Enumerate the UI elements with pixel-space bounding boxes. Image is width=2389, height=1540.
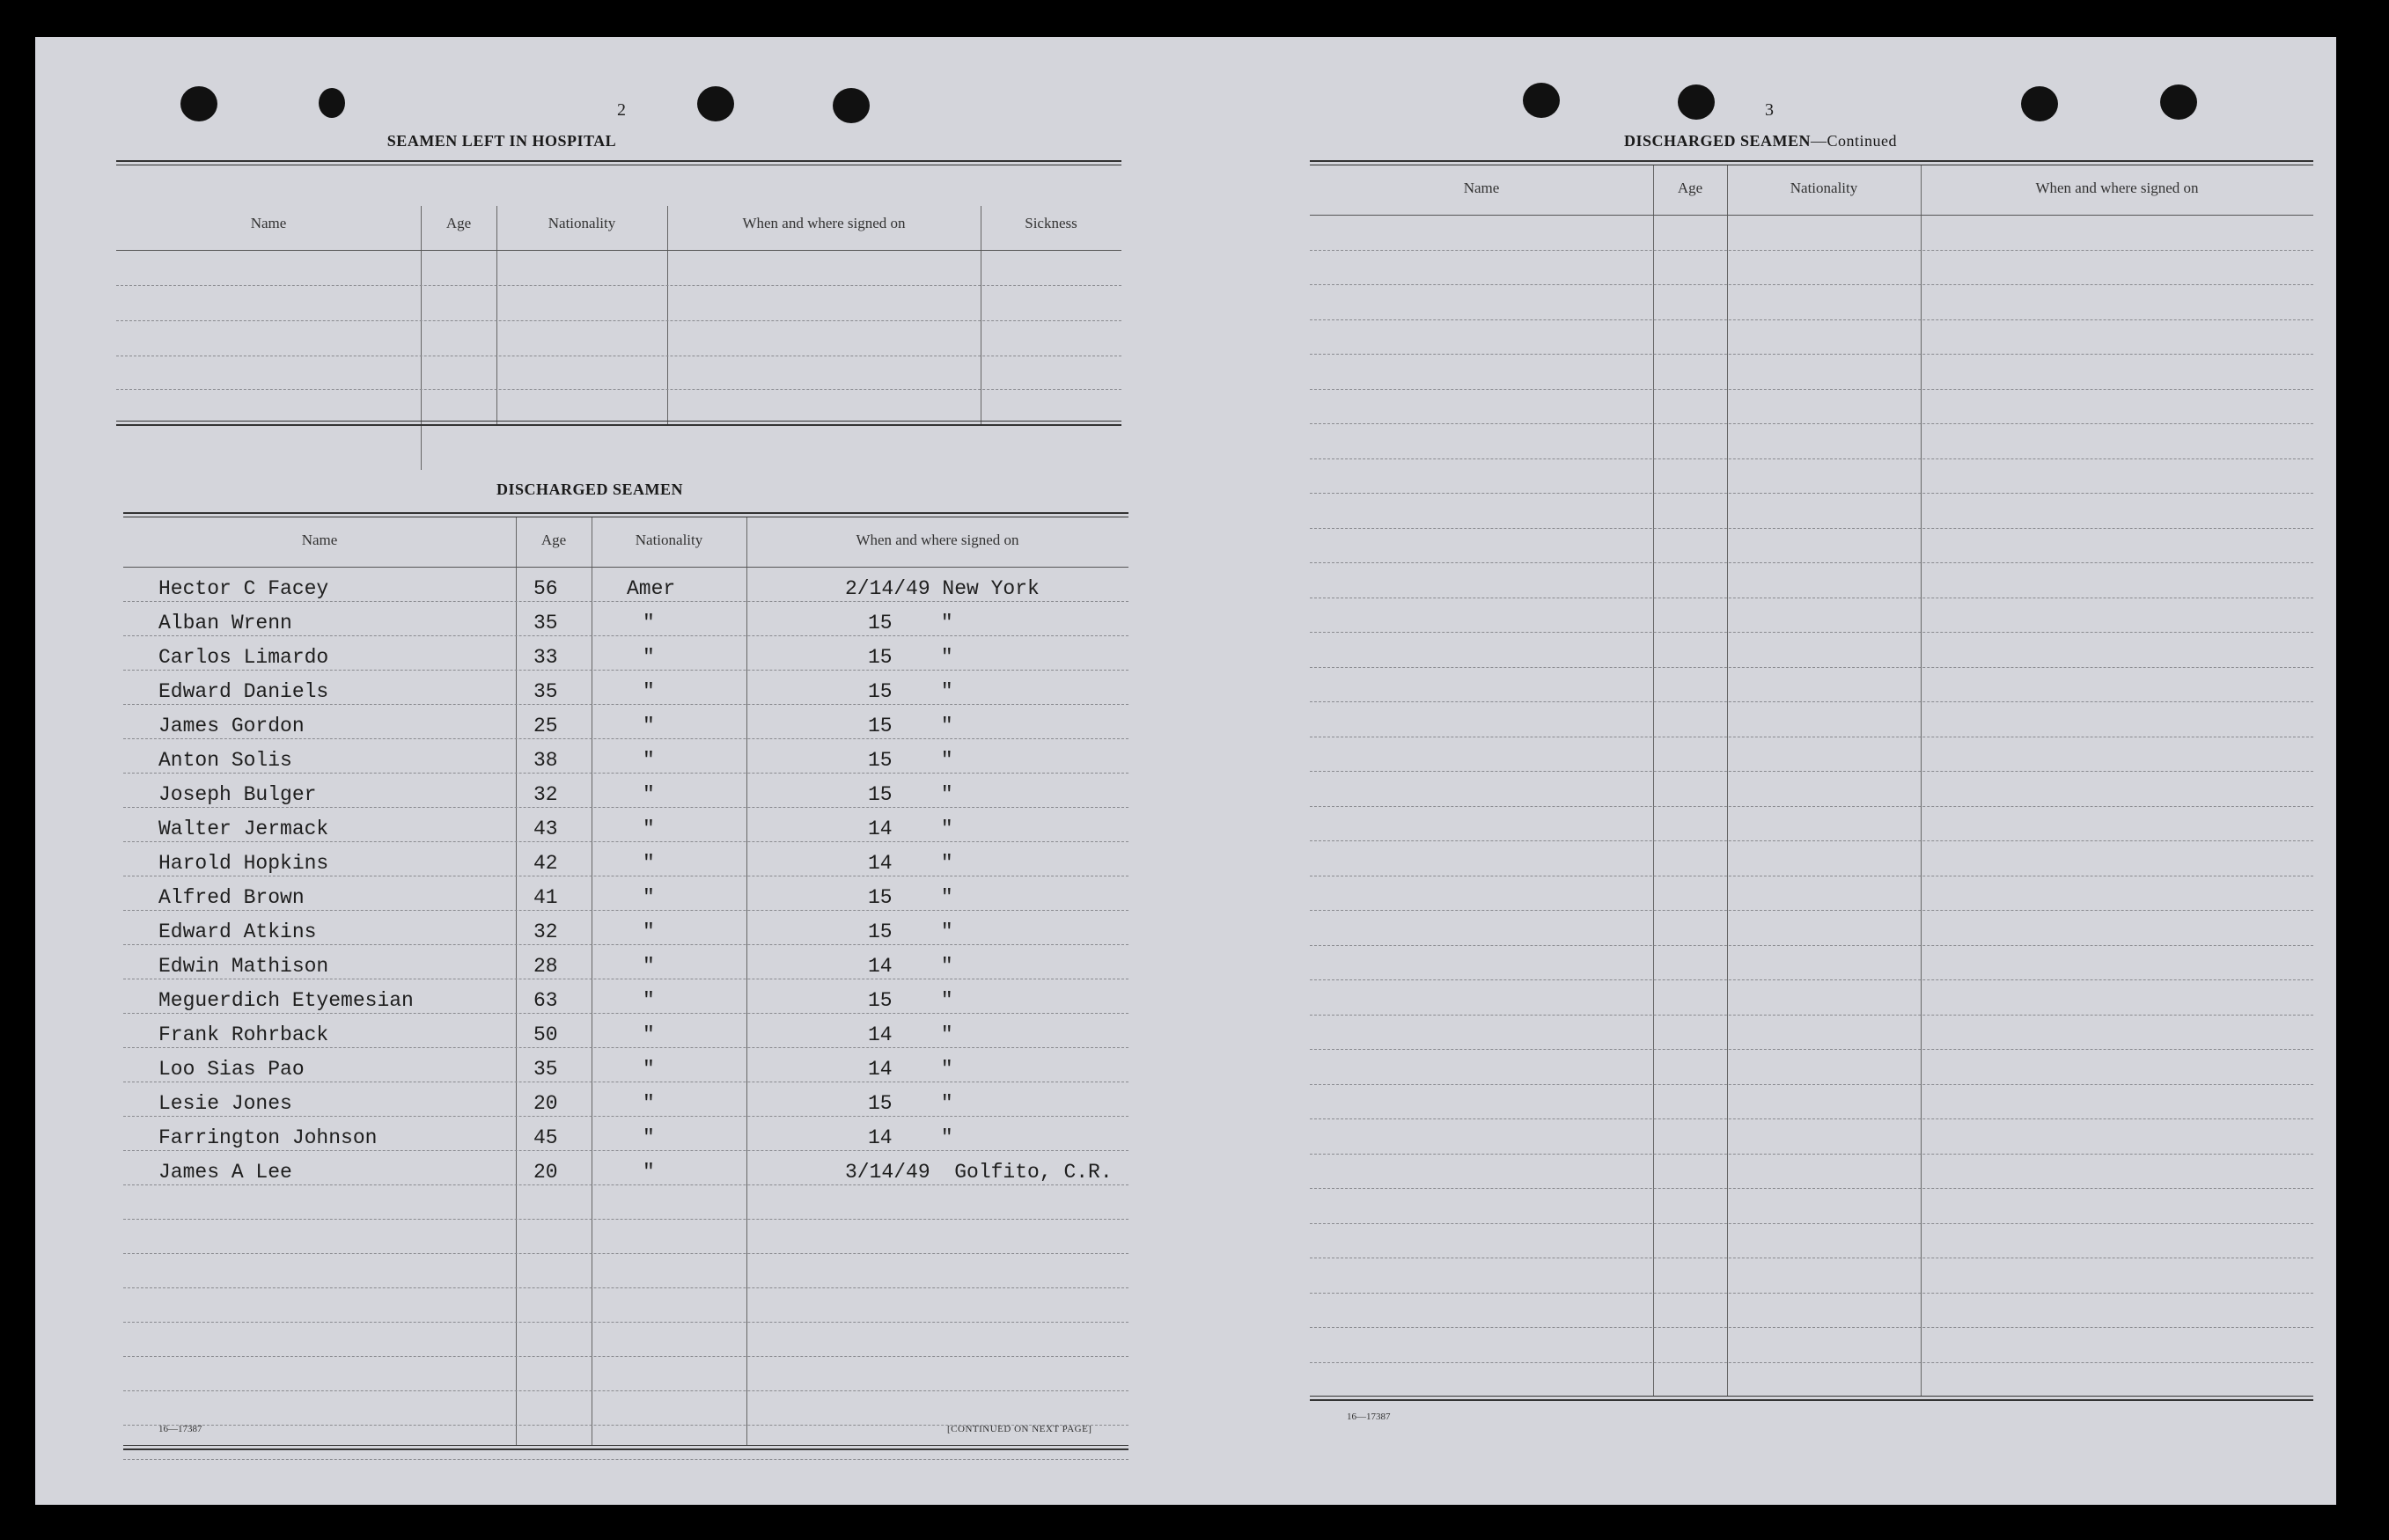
table-row xyxy=(123,884,1128,919)
table-rule xyxy=(123,512,1128,514)
cell-name: Farrington Johnson xyxy=(158,1126,378,1149)
cell-name: Walter Jermack xyxy=(158,818,329,840)
hospital-section-title: SEAMEN LEFT IN HOSPITAL xyxy=(386,132,617,150)
punch-hole xyxy=(319,88,345,118)
table-row xyxy=(123,953,1128,987)
cell-signed-on: 14 " xyxy=(868,1058,953,1081)
cell-nationality: " xyxy=(643,749,655,772)
right-title-main: DISCHARGED SEAMEN xyxy=(1623,132,1812,150)
header-signed: When and where signed on xyxy=(742,215,906,231)
cell-name: Loo Sias Pao xyxy=(158,1058,305,1081)
row-line xyxy=(1310,528,2313,529)
table-rule xyxy=(1310,160,2313,162)
cell-age: 33 xyxy=(533,646,558,669)
column-divider xyxy=(1653,165,1654,1396)
table-row xyxy=(123,816,1128,850)
cell-signed-on: 2/14/49 New York xyxy=(845,577,1040,600)
row-line xyxy=(1310,979,2313,980)
header-name: Name xyxy=(1463,180,1500,196)
cell-nationality: " xyxy=(643,612,655,634)
header-sickness: Sickness xyxy=(1025,215,1077,231)
cell-age: 41 xyxy=(533,886,558,909)
cell-nationality: " xyxy=(643,1023,655,1046)
cell-signed-on: 14 " xyxy=(868,955,953,978)
cell-nationality: " xyxy=(643,886,655,909)
cell-nationality: " xyxy=(643,1058,655,1081)
row-line xyxy=(123,1219,1128,1220)
header-nationality: Nationality xyxy=(635,532,703,548)
cell-nationality: " xyxy=(643,646,655,669)
cell-signed-on: 15 " xyxy=(868,886,953,909)
cell-signed-on: 15 " xyxy=(868,646,953,669)
cell-signed-on: 15 " xyxy=(868,715,953,737)
hospital-table xyxy=(116,160,1121,424)
cell-name: James Gordon xyxy=(158,715,305,737)
cell-name: Harold Hopkins xyxy=(158,852,329,875)
table-rule xyxy=(1310,1399,2313,1401)
cell-name: Edward Daniels xyxy=(158,680,329,703)
cell-nationality: " xyxy=(643,1126,655,1149)
row-line xyxy=(1310,319,2313,320)
page-number: 3 xyxy=(1765,100,1774,120)
cell-signed-on: 14 " xyxy=(868,1126,953,1149)
page-number: 2 xyxy=(617,100,626,120)
cell-nationality: " xyxy=(643,852,655,875)
right-section-title xyxy=(1567,132,1954,150)
cell-nationality: " xyxy=(643,989,655,1012)
row-line xyxy=(1310,1118,2313,1119)
cell-age: 63 xyxy=(533,989,558,1012)
row-line xyxy=(1310,458,2313,459)
cell-signed-on: 15 " xyxy=(868,989,953,1012)
row-line xyxy=(1310,250,2313,251)
header-name: Name xyxy=(301,532,338,548)
document-sheet xyxy=(35,37,2336,1505)
cell-nationality: " xyxy=(643,1092,655,1115)
header-age: Age xyxy=(540,532,567,548)
row-line xyxy=(123,1459,1128,1460)
header-name: Name xyxy=(250,215,287,231)
row-line xyxy=(1310,1188,2313,1189)
cell-signed-on: 15 " xyxy=(868,680,953,703)
row-line xyxy=(123,1322,1128,1323)
table-row xyxy=(123,610,1128,644)
cell-age: 32 xyxy=(533,783,558,806)
row-line xyxy=(1310,945,2313,946)
table-row xyxy=(123,713,1128,747)
row-line xyxy=(1310,1049,2313,1050)
row-line xyxy=(1310,284,2313,285)
right-title-continued: —Continued xyxy=(1811,132,1898,150)
row-line xyxy=(116,389,1121,390)
row-line xyxy=(123,1253,1128,1254)
header-nationality: Nationality xyxy=(548,215,616,231)
row-line xyxy=(116,250,1121,251)
cell-name: Anton Solis xyxy=(158,749,292,772)
continued-table xyxy=(1310,160,2313,1401)
table-row xyxy=(123,1159,1128,1193)
punch-hole xyxy=(180,86,217,121)
cell-age: 38 xyxy=(533,749,558,772)
table-rule xyxy=(123,1448,1128,1450)
cell-signed-on: 15 " xyxy=(868,1092,953,1115)
cell-age: 43 xyxy=(533,818,558,840)
row-line xyxy=(123,1287,1128,1288)
row-line xyxy=(1310,840,2313,841)
table-row xyxy=(123,1022,1128,1056)
table-row xyxy=(123,1090,1128,1125)
header-bottom-line xyxy=(123,567,1128,568)
cell-nationality: " xyxy=(643,715,655,737)
cell-age: 28 xyxy=(533,955,558,978)
cell-nationality: " xyxy=(643,1161,655,1184)
cell-signed-on: 15 " xyxy=(868,612,953,634)
row-line xyxy=(1310,354,2313,355)
column-divider xyxy=(1727,165,1728,1396)
cell-signed-on: 14 " xyxy=(868,818,953,840)
row-line xyxy=(1310,562,2313,563)
row-line xyxy=(1310,493,2313,494)
left-page xyxy=(35,37,1180,1505)
cell-nationality: " xyxy=(643,680,655,703)
punch-hole xyxy=(2021,86,2058,121)
form-code: 16—17387 xyxy=(1347,1412,1391,1422)
header-nationality: Nationality xyxy=(1790,180,1858,196)
column-divider xyxy=(1921,165,1922,1396)
header-age: Age xyxy=(1677,180,1703,196)
row-line xyxy=(1310,771,2313,772)
right-page xyxy=(1232,37,2336,1505)
table-rule xyxy=(1310,1396,2313,1397)
table-row xyxy=(123,644,1128,678)
table-row xyxy=(123,1056,1128,1090)
punch-hole xyxy=(2160,84,2197,120)
table-row xyxy=(123,747,1128,781)
row-line xyxy=(1310,1084,2313,1085)
cell-name: Lesie Jones xyxy=(158,1092,292,1115)
cell-name: Carlos Limardo xyxy=(158,646,329,669)
row-line xyxy=(1310,1015,2313,1016)
punch-hole xyxy=(833,88,870,123)
header-signed: When and where signed on xyxy=(856,532,1019,548)
table-rule xyxy=(123,1445,1128,1446)
cell-name: Hector C Facey xyxy=(158,577,329,600)
punch-hole xyxy=(1678,84,1715,120)
cell-name: Meguerdich Etyemesian xyxy=(158,989,414,1012)
row-line xyxy=(1310,389,2313,390)
row-line xyxy=(1310,1362,2313,1363)
cell-age: 20 xyxy=(533,1161,558,1184)
cell-age: 20 xyxy=(533,1092,558,1115)
cell-signed-on: 3/14/49 Golfito, C.R. xyxy=(845,1161,1113,1184)
cell-age: 32 xyxy=(533,920,558,943)
continued-note: [CONTINUED ON NEXT PAGE] xyxy=(947,1424,1092,1434)
row-line xyxy=(1310,1327,2313,1328)
row-line xyxy=(1310,806,2313,807)
cell-nationality: " xyxy=(643,920,655,943)
table-rule xyxy=(116,421,1121,422)
cell-signed-on: 14 " xyxy=(868,852,953,875)
table-row xyxy=(123,781,1128,816)
discharged-table xyxy=(123,512,1128,1450)
table-row xyxy=(123,919,1128,953)
punch-hole xyxy=(1523,83,1560,118)
cell-name: Edwin Mathison xyxy=(158,955,329,978)
table-row xyxy=(123,1125,1128,1159)
cell-nationality: " xyxy=(643,955,655,978)
cell-age: 35 xyxy=(533,1058,558,1081)
form-code: 16—17387 xyxy=(158,1424,202,1434)
cell-nationality: Amer xyxy=(627,577,676,600)
cell-age: 35 xyxy=(533,680,558,703)
table-row xyxy=(123,987,1128,1022)
cell-nationality: " xyxy=(643,818,655,840)
row-line xyxy=(1310,632,2313,633)
cell-signed-on: 14 " xyxy=(868,1023,953,1046)
table-rule xyxy=(116,424,1121,426)
cell-signed-on: 15 " xyxy=(868,783,953,806)
cell-age: 25 xyxy=(533,715,558,737)
row-line xyxy=(1310,423,2313,424)
header-bottom-line xyxy=(1310,215,2313,216)
cell-name: Edward Atkins xyxy=(158,920,317,943)
cell-signed-on: 15 " xyxy=(868,920,953,943)
discharged-section-title: DISCHARGED SEAMEN xyxy=(496,480,684,498)
cell-name: James A Lee xyxy=(158,1161,292,1184)
cell-age: 50 xyxy=(533,1023,558,1046)
row-line xyxy=(116,320,1121,321)
table-row xyxy=(123,678,1128,713)
row-line xyxy=(123,1356,1128,1357)
cell-name: Frank Rohrback xyxy=(158,1023,329,1046)
row-line xyxy=(1310,1223,2313,1224)
row-line xyxy=(1310,667,2313,668)
cell-name: Alban Wrenn xyxy=(158,612,292,634)
cell-name: Joseph Bulger xyxy=(158,783,317,806)
row-line xyxy=(1310,1154,2313,1155)
cell-age: 45 xyxy=(533,1126,558,1149)
cell-age: 56 xyxy=(533,577,558,600)
header-age: Age xyxy=(445,215,472,231)
row-line xyxy=(123,1390,1128,1391)
cell-name: Alfred Brown xyxy=(158,886,305,909)
row-line xyxy=(1310,701,2313,702)
row-line xyxy=(116,285,1121,286)
punch-hole xyxy=(697,86,734,121)
cell-signed-on: 15 " xyxy=(868,749,953,772)
row-line xyxy=(1310,910,2313,911)
row-line xyxy=(1310,1293,2313,1294)
table-row xyxy=(123,850,1128,884)
header-signed: When and where signed on xyxy=(2035,180,2199,196)
cell-age: 42 xyxy=(533,852,558,875)
table-row xyxy=(123,576,1128,610)
cell-age: 35 xyxy=(533,612,558,634)
cell-nationality: " xyxy=(643,783,655,806)
